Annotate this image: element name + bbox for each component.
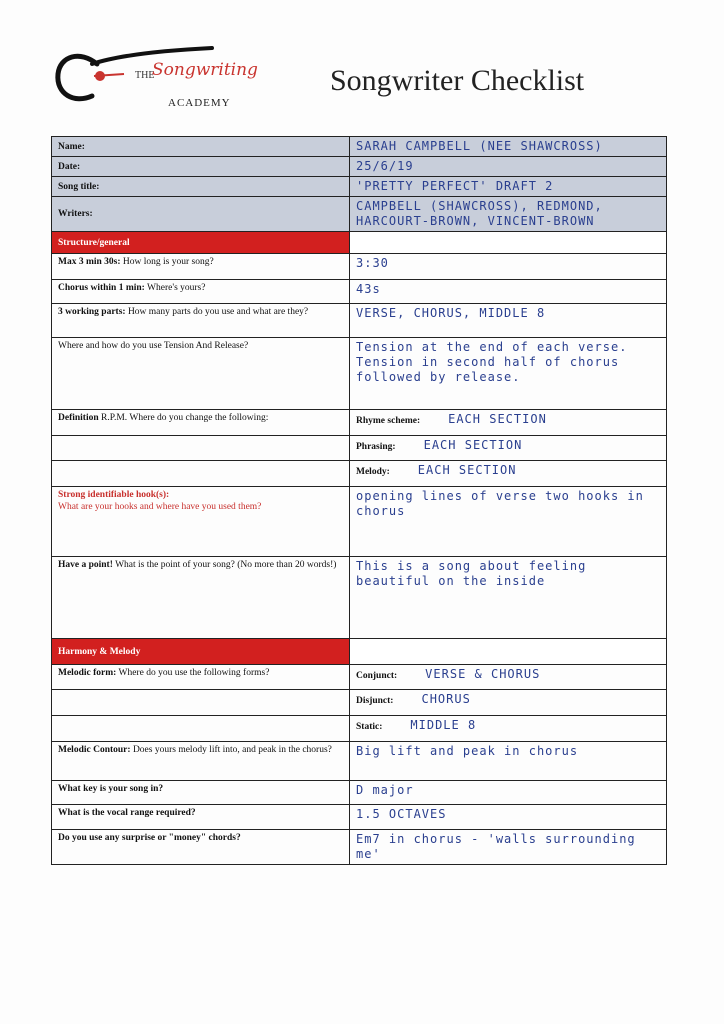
question-cell [52, 830, 350, 865]
question-cell [52, 639, 350, 665]
checklist-row [52, 304, 667, 338]
checklist-row [52, 665, 667, 690]
academy-logo [52, 42, 258, 117]
question-keyword: 3 working parts: [58, 307, 126, 317]
sub-label: Melody: [356, 467, 390, 477]
checklist-table [51, 136, 667, 865]
checklist-row [52, 410, 667, 436]
handwritten-answer: MIDDLE 8 [410, 718, 477, 732]
question-cell [52, 665, 350, 690]
checklist-row [52, 157, 667, 177]
handwritten-answer: 25/6/19 [356, 159, 414, 173]
question-cell [52, 137, 350, 157]
question-keyword: What is the vocal range required? [58, 808, 196, 818]
checklist-row [52, 177, 667, 197]
question-text: What is the point of your song? (No more than 20 words!) [112, 560, 337, 570]
question-cell [52, 781, 350, 805]
question-cell [52, 557, 350, 639]
field-label: Date: [58, 161, 81, 172]
handwritten-answer: 'PRETTY PERFECT' DRAFT 2 [356, 179, 554, 193]
field-label: Song title: [58, 181, 100, 192]
sub-label: Rhyme scheme: [356, 416, 421, 426]
section-header-row [52, 639, 667, 665]
logo-the: THE [135, 70, 155, 81]
answer-cell [350, 232, 667, 254]
handwritten-answer: EACH SECTION [417, 463, 517, 477]
section-header-row [52, 232, 667, 254]
question-cell [52, 254, 350, 280]
answer-cell [350, 137, 667, 157]
checklist-row [52, 338, 667, 410]
question-text: Where's yours? [144, 283, 206, 293]
answer-cell [350, 830, 667, 865]
checklist-row [52, 137, 667, 157]
question-keyword: Chorus within 1 min: [58, 283, 145, 293]
question-text: Where do you use the following forms? [116, 668, 270, 678]
question-keyword: Definition [58, 413, 99, 423]
section-title: Harmony & Melody [58, 646, 141, 657]
answer-cell [350, 557, 667, 639]
question-cell [52, 157, 350, 177]
question-text: Where and how do you use Tension And Release? [58, 341, 249, 351]
logo-academy: ACADEMY [168, 97, 231, 109]
checklist-row [52, 690, 667, 716]
field-label: Name: [58, 141, 85, 152]
answer-cell [350, 461, 667, 487]
question-text: How many parts do you use and what are they? [125, 307, 309, 317]
question-keyword: Max 3 min 30s: [58, 257, 121, 267]
handwritten-answer: D major [356, 783, 414, 797]
sub-label: Static: [356, 722, 383, 732]
answer-cell [350, 665, 667, 690]
sub-label: Conjunct: [356, 671, 398, 681]
question-text: How long is your song? [120, 257, 214, 267]
checklist-row [52, 805, 667, 830]
section-title: Structure/general [58, 237, 130, 248]
question-keyword: Melodic Contour: [58, 745, 131, 755]
question-keyword: Strong identifiable hook(s): [58, 490, 170, 500]
answer-cell [350, 742, 667, 781]
question-cell [52, 338, 350, 410]
handwritten-answer: Big lift and peak in chorus [356, 744, 579, 758]
handwritten-answer: 1.5 OCTAVES [356, 807, 447, 821]
handwritten-answer: CHORUS [421, 692, 471, 706]
checklist-row [52, 436, 667, 461]
question-cell [52, 304, 350, 338]
handwritten-answer: This is a song about feeling beautiful on the inside [356, 559, 587, 588]
checklist-row [52, 742, 667, 781]
question-keyword: Do you use any surprise or "money" chords? [58, 833, 241, 843]
answer-cell [350, 304, 667, 338]
question-cell [52, 805, 350, 830]
question-cell [52, 487, 350, 557]
question-cell [52, 716, 350, 742]
checklist-row [52, 781, 667, 805]
answer-cell [350, 197, 667, 232]
sub-label: Phrasing: [356, 442, 396, 452]
handwritten-answer: 43s [356, 282, 381, 296]
answer-cell [350, 487, 667, 557]
question-cell [52, 461, 350, 487]
question-text: Does yours melody lift into, and peak in the chorus? [130, 745, 332, 755]
sub-label: Disjunct: [356, 696, 394, 706]
question-cell [52, 232, 350, 254]
checklist-row [52, 830, 667, 865]
answer-cell [350, 177, 667, 197]
answer-cell [350, 338, 667, 410]
handwritten-answer: VERSE & CHORUS [425, 667, 541, 681]
checklist-row [52, 280, 667, 304]
checklist-row [52, 487, 667, 557]
handwritten-answer: CAMPBELL (SHAWCROSS), REDMOND, HARCOURT-BROWN, VINCENT-BROWN [356, 199, 603, 228]
handwritten-answer: 3:30 [356, 256, 389, 270]
handwritten-answer: EACH SECTION [423, 438, 523, 452]
handwritten-answer: Em7 in chorus - 'walls surrounding me' [356, 832, 636, 861]
field-label: Writers: [58, 209, 93, 219]
question-cell [52, 280, 350, 304]
answer-cell [350, 805, 667, 830]
handwritten-answer: EACH SECTION [448, 412, 547, 426]
question-cell [52, 436, 350, 461]
handwritten-answer: Tension at the end of each verse. Tension in second half of chorus followed by release. [356, 340, 628, 384]
answer-cell [350, 157, 667, 177]
question-cell [52, 197, 350, 232]
question-cell [52, 177, 350, 197]
handwritten-answer: SARAH CAMPBELL (NEE SHAWCROSS) [356, 139, 603, 153]
question-cell [52, 690, 350, 716]
question-keyword: Have a point! [58, 560, 113, 570]
answer-cell [350, 280, 667, 304]
answer-cell [350, 436, 667, 461]
question-text: What are your hooks and where have you used them? [58, 502, 262, 512]
question-cell [52, 742, 350, 781]
answer-cell [350, 410, 667, 436]
checklist-row [52, 461, 667, 487]
handwritten-answer: VERSE, CHORUS, MIDDLE 8 [356, 306, 546, 320]
answer-cell [350, 781, 667, 805]
checklist-row [52, 197, 667, 232]
answer-cell [350, 690, 667, 716]
handwritten-answer: opening lines of verse two hooks in chorus [356, 489, 644, 518]
checklist-row [52, 716, 667, 742]
answer-cell [350, 716, 667, 742]
checklist-row [52, 254, 667, 280]
question-text: R.P.M. Where do you change the following: [98, 413, 269, 423]
checklist-row [52, 557, 667, 639]
question-keyword: What key is your song in? [58, 784, 164, 794]
question-keyword: Melodic form: [58, 668, 117, 678]
page-title: Songwriter Checklist [330, 64, 585, 97]
logo-songwriting: Songwriting [152, 60, 258, 80]
answer-cell [350, 639, 667, 665]
question-cell [52, 410, 350, 436]
answer-cell [350, 254, 667, 280]
